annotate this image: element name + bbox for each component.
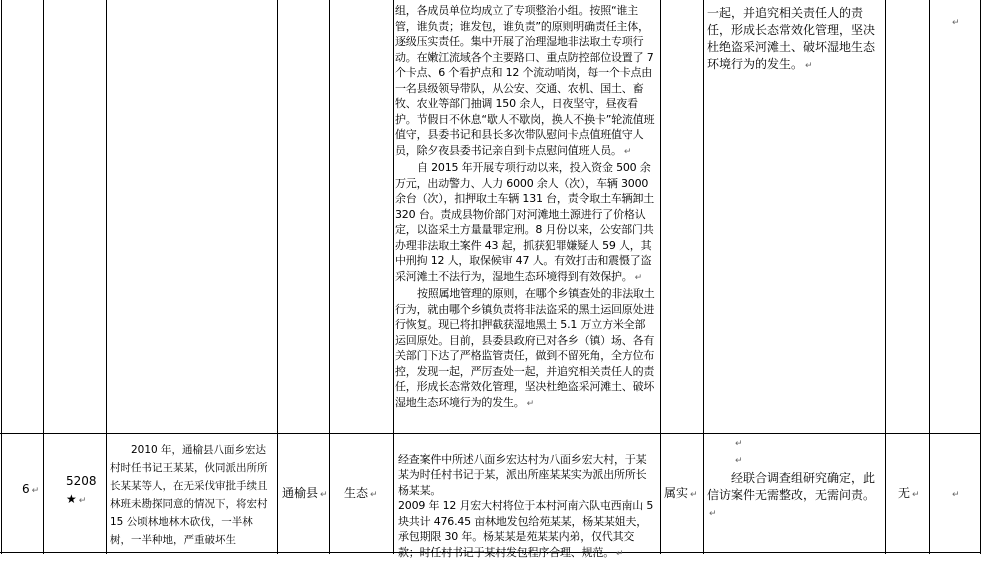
verification-paragraph: 按照属地管理的原则，在哪个乡镇查处的非法取土行为，就由哪个乡镇负责将非法盗采的黑土运回原处进行恢复。现已将扣押截获湿地黑土 5.1 万立方米全部运回原处。目前，县委县政府已对各乡（镇）场、各有关部门下达了严格监管责任，做到不留死角，全方位布控，发现一起，严厉查处一起，并追究相关责任人的责任，形成长态常效化管理，坚决杜绝盗采河滩土、破坏湿地生态环境行为的发生。 ↵ (395, 287, 655, 409)
column-divider (329, 0, 330, 554)
column-divider (660, 0, 661, 554)
table-border-left (1, 0, 2, 554)
category-cell: 生态 ↵ (344, 486, 378, 500)
verification-paragraph: 自 2015 年开展专项行动以来，投入资金 500 余万元，出动警力、人力 6000 余人（次），车辆 3000 余台（次），扣押取土车辆 131 台，责令取土车辆卸土 320 台。责成县物价部门对河滩地土源进行了价格认定，以盗采土方量量罪定刑。8 月份以来，公安部门共办理非法取土案件 43 起，抓获犯罪嫌疑人 59 人，其中刑拘 12 人，取保候审 47 人。有效打击和震慑了盗采河滩土不法行为，湿地生态环境得到有效保护。 ↵ (395, 161, 655, 283)
accountability-cell: 无 ↵ (898, 486, 920, 500)
verification-text: 经查案件中所述八面乡宏达村为八面乡宏大村，于某某为时任村书记于某，派出所座某某实为派出所所长杨某某。 2009 年 12 月宏大村将位于本村河南六队屯西南山 5 块共计 476.45 亩林地发包给苑某某，杨某某姐夫，承包期限 30 年。杨某某是苑某某内弟，仅代其交款；时任村书记于某村发包程序合理、规范。 ↵ (398, 452, 654, 559)
verification-text-continued (395, 3, 655, 412)
region-cell: 通榆县 ↵ (282, 486, 328, 500)
case-index: 6 ↵ (22, 482, 40, 496)
verdict-cell: 属实 ↵ (664, 486, 698, 500)
column-divider (703, 0, 704, 554)
column-divider (885, 0, 886, 554)
column-divider (277, 0, 278, 554)
case-number-star: ★ ↵ (66, 492, 87, 506)
last-column-mark: ↵ (952, 490, 960, 500)
row-divider (0, 433, 981, 434)
result-text: ↵ ↵ 经联合调查组研究确定，此信访案件无需整改，无需问责。↵ (707, 436, 882, 523)
case-number: 5208 ★ ↵ (66, 472, 104, 510)
table-border-right (980, 0, 981, 554)
empty-line-mark: ↵ (735, 456, 743, 466)
column-divider (929, 0, 930, 554)
column-divider (393, 0, 394, 554)
column-divider (43, 0, 44, 554)
column-divider (106, 0, 107, 554)
last-column-mark: ↵ (952, 18, 960, 28)
complaint-text: 2010 年，通榆县八面乡宏达村时任书记王某某，伙同派出所所长某某等人，在无采伐审批手续且林班未勘探同意的情况下，将宏村 15 公顷林地林木砍伐，一半林树，一半种地，严重破坏生 (110, 444, 268, 546)
verification-paragraph: 组，各成员单位均成立了专项整治小组。按照“谁主管，谁负责；谁发包，谁负责”的原则明确责任主体，逐级压实责任。集中开展了治理湿地非法取土专项行动。在嫩江流域各个主要路口、重点防控部位设置了 7 个卡点、6 个看护点和 12 个流动哨岗，每一个卡点由一名县级领导带队，从公安、交通、农机、国土、畜牧、农业等部门抽调 150 余人，日夜坚守，昼夜看护。节假日不休息“歇人不歇岗，换人不换卡”轮流值班值守，县委书记和县长多次带队慰问卡点值班值守人员，除夕夜县委书记亲自到卡点慰问值班人员。 ↵ (395, 4, 655, 157)
result-text-continued: 一起，并追究相关责任人的责任，形成长态常效化管理，坚决杜绝盗采河滩土、破坏湿地生态环境行为的发生。 ↵ (707, 6, 876, 71)
empty-line-mark: ↵ (735, 439, 743, 449)
